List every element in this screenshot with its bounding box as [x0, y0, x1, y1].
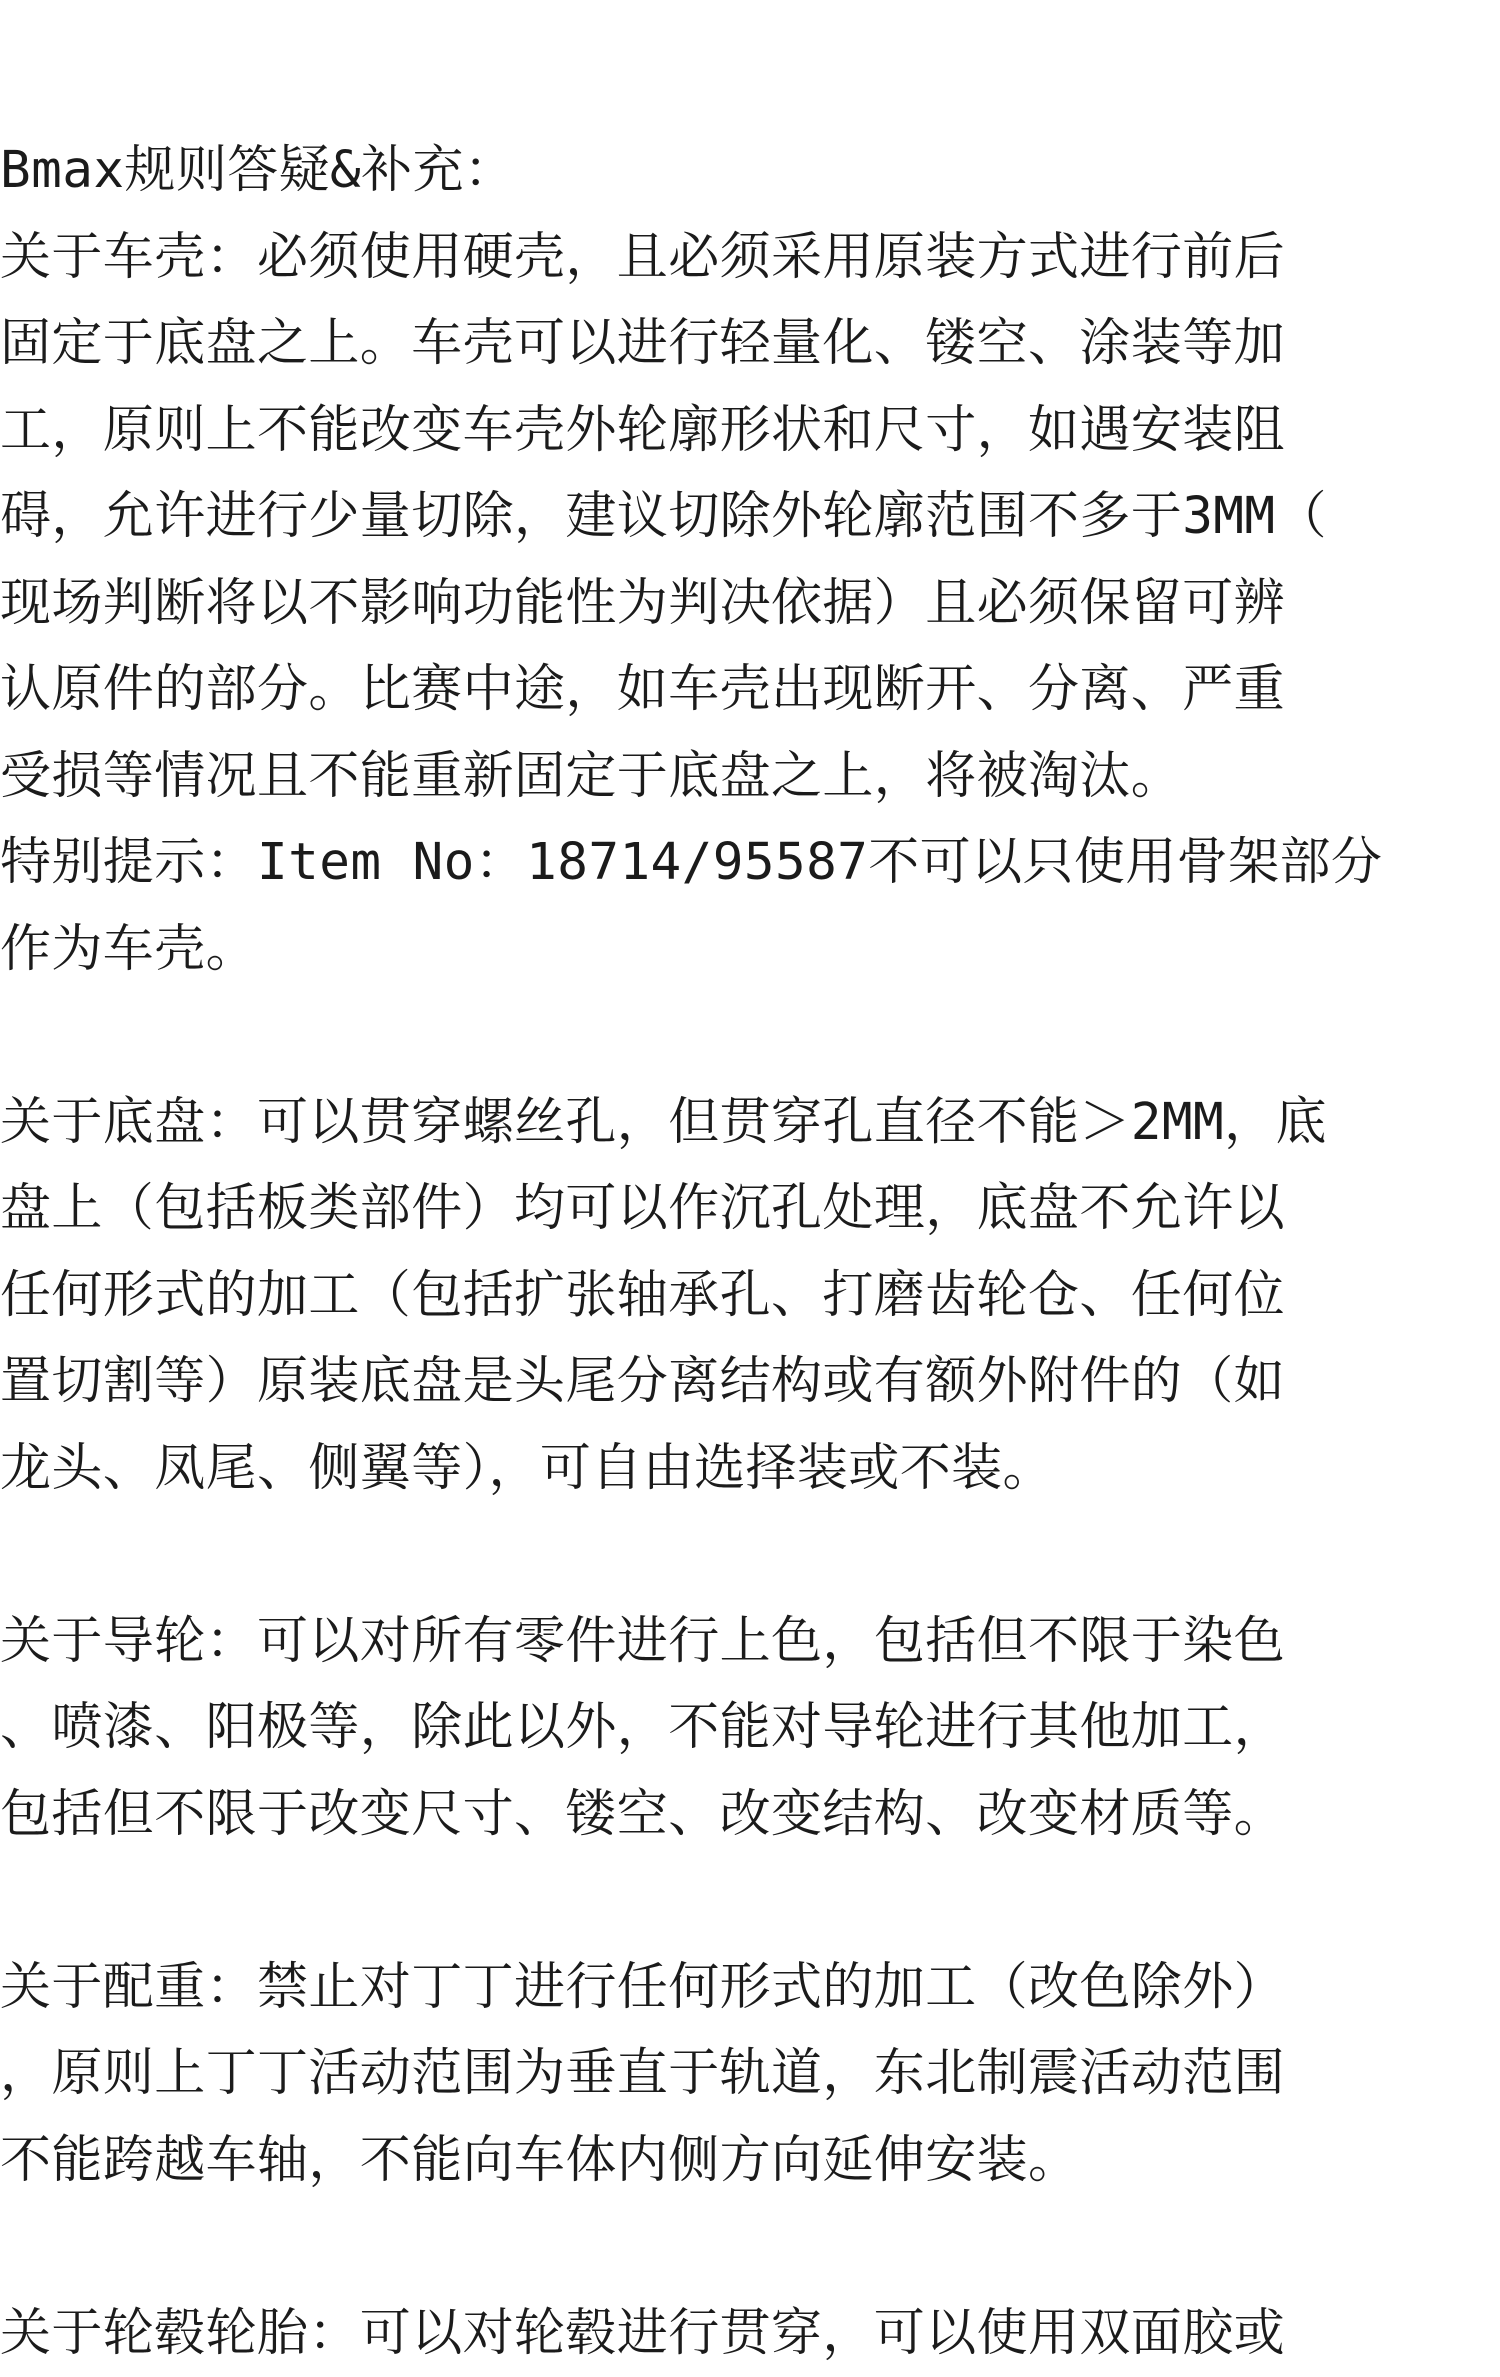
paragraph-line: 认原件的部分。比赛中途，如车壳出现断开、分离、严重 [0, 647, 1500, 734]
section-wheels-tires [0, 2291, 1500, 2377]
paragraph-line: 包括但不限于改变尺寸、镂空、改变结构、改变材质等。 [0, 1772, 1500, 1859]
section-guide-wheels [0, 1599, 1500, 1859]
rules-document [0, 128, 1500, 2377]
paragraph-gap [0, 2204, 1500, 2291]
section-chassis [0, 1080, 1500, 1513]
paragraph-line: 关于车壳：必须使用硬壳，且必须采用原装方式进行前后 [0, 215, 1500, 302]
paragraph-line: 不能跨越车轴，不能向车体内侧方向延伸安装。 [0, 2118, 1500, 2205]
special-note-line: 特别提示：Item No：18714/95587不可以只使用骨架部分 [0, 820, 1500, 907]
paragraph-line: 盘上（包括板类部件）均可以作沉孔处理，底盘不允许以 [0, 1166, 1500, 1253]
paragraph-gap [0, 993, 1500, 1080]
special-note-line: 作为车壳。 [0, 907, 1500, 994]
paragraph-gap [0, 1858, 1500, 1945]
paragraph-line: 碍，允许进行少量切除，建议切除外轮廓范围不多于3MM（ [0, 474, 1500, 561]
document-title: Bmax规则答疑&补充： [0, 128, 1500, 215]
paragraph-line: 任何形式的加工（包括扩张轴承孔、打磨齿轮仓、任何位 [0, 1253, 1500, 1340]
paragraph-line: 受损等情况且不能重新固定于底盘之上，将被淘汰。 [0, 734, 1500, 821]
paragraph-line: 、喷漆、阳极等，除此以外，不能对导轮进行其他加工， [0, 1685, 1500, 1772]
paragraph-line: 置切割等）原装底盘是头尾分离结构或有额外附件的（如 [0, 1339, 1500, 1426]
paragraph-line: 关于配重：禁止对丁丁进行任何形式的加工（改色除外） [0, 1945, 1500, 2032]
paragraph-line: 现场判断将以不影响功能性为判决依据）且必须保留可辨 [0, 561, 1500, 648]
section-counterweight [0, 1945, 1500, 2205]
paragraph-line: ，原则上丁丁活动范围为垂直于轨道，东北制震活动范围 [0, 2031, 1500, 2118]
paragraph-line: 龙头、凤尾、侧翼等），可自由选择装或不装。 [0, 1426, 1500, 1513]
paragraph-line: 关于底盘：可以贯穿螺丝孔，但贯穿孔直径不能＞2MM，底 [0, 1080, 1500, 1167]
paragraph-line: 固定于底盘之上。车壳可以进行轻量化、镂空、涂装等加 [0, 301, 1500, 388]
paragraph-line: 关于导轮：可以对所有零件进行上色，包括但不限于染色 [0, 1599, 1500, 1686]
paragraph-gap [0, 1512, 1500, 1599]
paragraph-line: 工，原则上不能改变车壳外轮廓形状和尺寸，如遇安装阻 [0, 388, 1500, 475]
paragraph-line: 关于轮毂轮胎：可以对轮毂进行贯穿，可以使用双面胶或 [0, 2291, 1500, 2377]
section-body-shell [0, 215, 1500, 994]
